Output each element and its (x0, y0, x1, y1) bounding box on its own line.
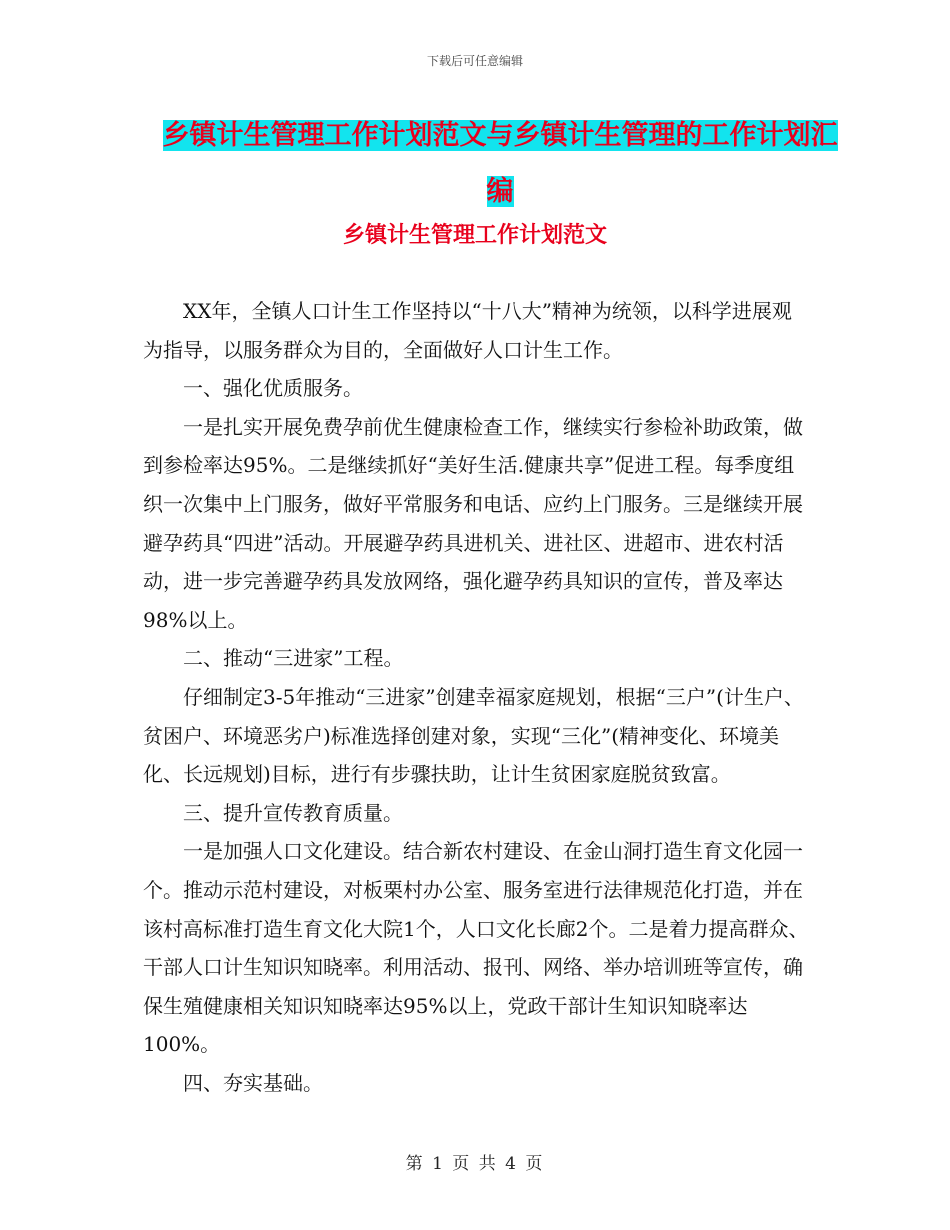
document-title (150, 108, 850, 220)
heading-2: 二、推动“三进家”工程。 (183, 646, 404, 671)
paragraph-intro: XX年，全镇人口计生工作坚持以“十八大”精神为统领，以科学进展观为指导，以服务群众为目的，全面做好人口计生工作。 (143, 299, 792, 362)
heading-4: 四、夯实基础。 (183, 1070, 323, 1095)
heading-3: 三、提升宣传教育质量。 (183, 800, 403, 825)
page-footer: 第 1 页 共 4 页 (405, 1154, 545, 1174)
paragraph-2: 仔细制定3-5年推动“三进家”创建幸福家庭规划，根据“三户”(计生户、贫困户、环境恶劣户)标准选择创建对象，实现“三化”(精神变化、环境美化、长远规划)目标，进行有步骤扶助，让计生贫困家庭脱贫致富。 (143, 684, 804, 787)
header-note: 下载后可任意编辑 (426, 54, 523, 68)
paragraph-3: 一是加强人口文化建设。结合新农村建设、在金山洞打造生育文化园一个。推动示范村建设，对板栗村办公室、服务室进行法律规范化打造，并在该村高标准打造生育文化大院1个，人口文化长廊2个。二是着力提高群众、干部人口计生知识知晓率。利用活动、报刊、网络、举办培训班等宣传，确保生殖健康相关知识知晓率达95%以上，党政干部计生知识知晓率达100%。 (143, 839, 809, 1057)
document-title-text: 乡镇计生管理工作计划范文与乡镇计生管理的工作计划汇编 (162, 120, 838, 207)
paragraph-1: 一是扎实开展免费孕前优生健康检查工作，继续实行参检补助政策，做到参检率达95%。二是继续抓好“美好生活.健康共享”促进工程。每季度组织一次集中上门服务，做好平常服务和电话、应约上门服务。三是继续开展避孕药具“四进”活动。开展避孕药具进机关、进社区、进超市、进农村活动，进一步完善避孕药具发放网络，强化避孕药具知识的宣传，普及率达98%以上。 (143, 414, 803, 632)
body-text (143, 292, 811, 1102)
section-title: 乡镇计生管理工作计划范文 (342, 223, 607, 248)
heading-1: 一、强化优质服务。 (183, 376, 363, 401)
